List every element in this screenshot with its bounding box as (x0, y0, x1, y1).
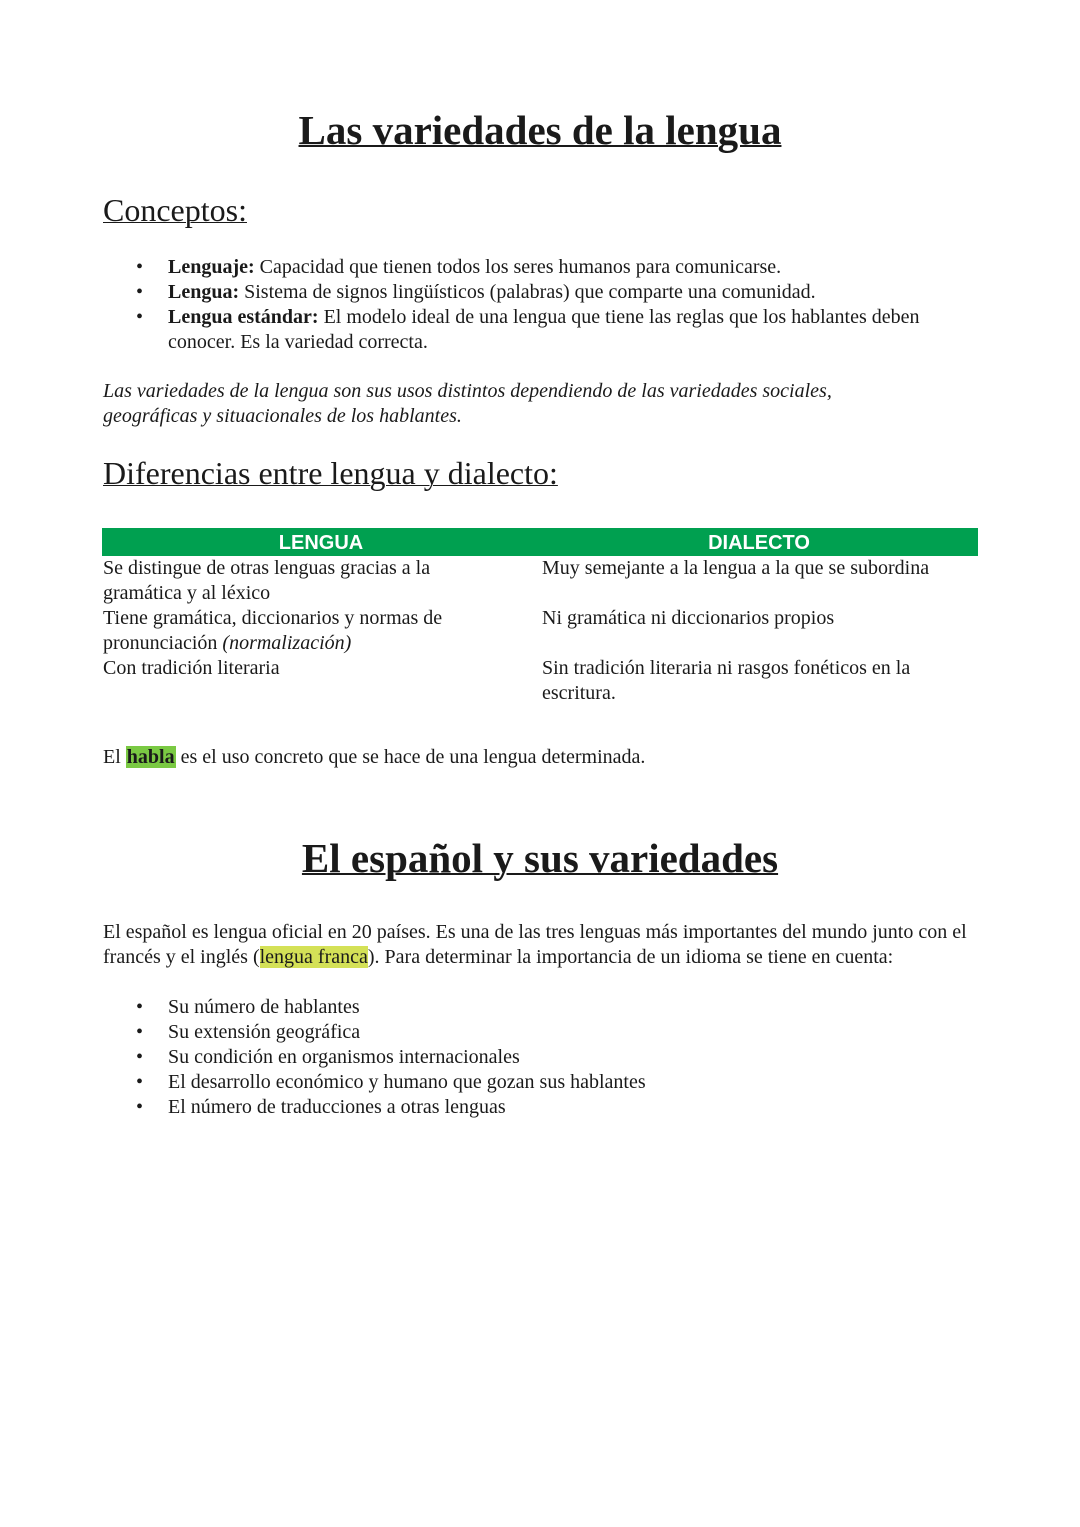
espanol-paragraph (103, 920, 983, 970)
cell-lengua (102, 556, 540, 606)
cell-lengua (102, 606, 540, 656)
highlighted-term: habla (126, 746, 175, 768)
text: El español es lengua oficial en 20 países. Es una de las tres lenguas más importantes del mundo junto con el francés y el inglés ( (103, 921, 967, 968)
cell-dialecto: Muy semejante a la lengua a la que se subordina (542, 557, 930, 579)
definition: Sistema de signos lingüísticos (palabras) que comparte una comunidad. (239, 281, 816, 303)
list-item: • Su número de hablantes (103, 995, 953, 1020)
cell-text: Con tradición literaria (103, 657, 280, 679)
list-item: • El número de traducciones a otras lenguas (103, 1095, 953, 1120)
definition: El modelo ideal de una lengua que tiene las reglas que los hablantes deben conocer. Es la variedad correcta. (168, 306, 920, 353)
text: es el uso concreto que se hace de una lengua determinada. (175, 746, 646, 768)
table-row (102, 656, 978, 706)
list-item (103, 280, 953, 305)
importancia-list (103, 995, 953, 1120)
list-item: • El desarrollo económico y humano que gozan sus hablantes (103, 1070, 953, 1095)
conceptos-list (103, 255, 953, 355)
comparison-table (102, 528, 978, 706)
list-item: • Su extensión geográfica (103, 1020, 953, 1045)
term: Lengua estándar: (168, 306, 319, 328)
section-heading-conceptos: Conceptos: (103, 192, 247, 228)
cell-text: Tiene gramática, diccionarios y normas de pronunciación (103, 607, 443, 654)
page-title: Las variedades de la lengua (298, 107, 782, 153)
cell-dialecto: Sin tradición literaria ni rasgos fonéticos en la escritura. (542, 657, 911, 704)
list-item (103, 305, 953, 355)
definition: Capacidad que tienen todos los seres humanos para comunicarse. (254, 256, 782, 278)
table-row (102, 556, 978, 606)
cell-italic-text: (normalización) (222, 632, 352, 654)
highlighted-term: lengua franca (259, 946, 368, 968)
habla-sentence (103, 745, 645, 770)
table-row (102, 606, 978, 656)
cell-text: Se distingue de otras lenguas gracias a la gramática y al léxico (103, 557, 431, 604)
list-item (103, 255, 953, 280)
cell-dialecto: Ni gramática ni diccionarios propios (542, 607, 835, 629)
table-header (102, 528, 978, 556)
italic-note: Las variedades de la lengua son sus usos distintos dependiendo de las variedades sociales, geográficas y situacionales de los hablantes. (103, 380, 832, 427)
column-header-dialecto: DIALECTO (708, 532, 810, 554)
column-header-lengua: LENGUA (278, 532, 364, 554)
text: El (103, 746, 126, 768)
term: Lengua: (168, 281, 240, 303)
list-item: • Su condición en organismos internacionales (103, 1045, 953, 1070)
term: Lenguaje: (168, 256, 255, 278)
section-heading-diferencias: Diferencias entre lengua y dialecto: (103, 455, 558, 491)
cell-lengua (102, 656, 540, 706)
text: ). Para determinar la importancia de un idioma se tiene en cuenta: (367, 946, 894, 968)
section-title-espanol: El español y sus variedades (301, 835, 779, 881)
